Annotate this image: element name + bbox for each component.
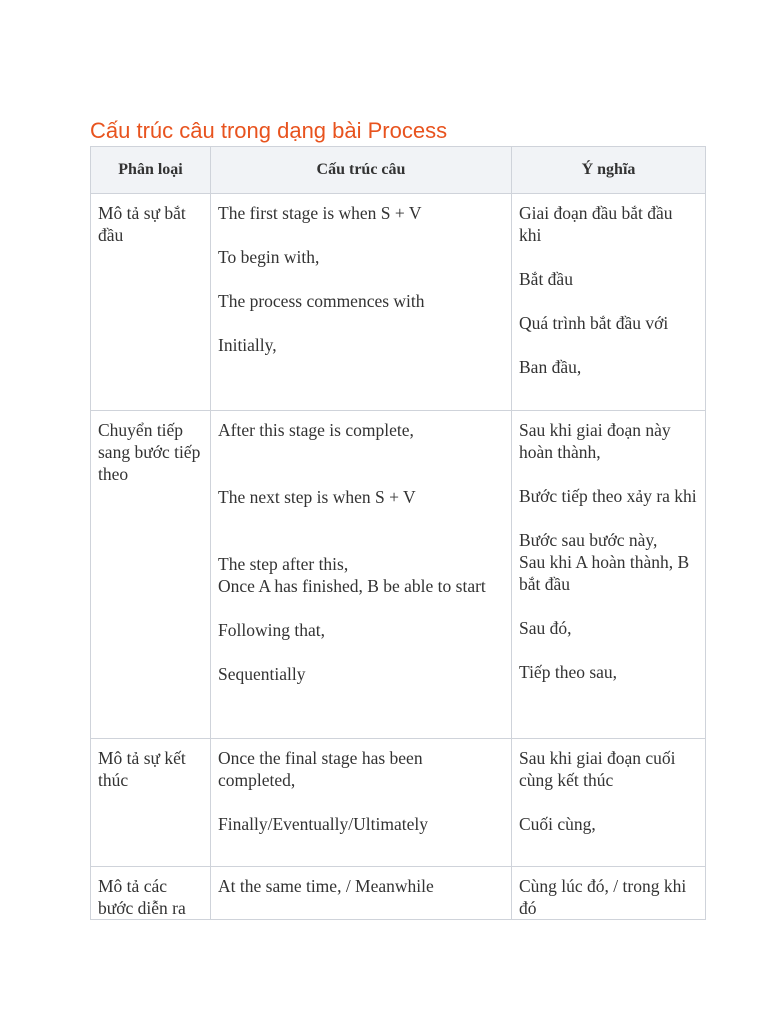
structure-item: Once A has finished, B be able to start xyxy=(218,576,486,596)
structure-item: At the same time, / Meanwhile xyxy=(218,876,434,896)
meaning-cell xyxy=(512,194,706,411)
meaning-item: Sau khi A hoàn thành, B bắt đầu xyxy=(519,552,690,594)
meaning-item: Bước tiếp theo xảy ra khi xyxy=(519,486,697,506)
header-meaning: Ý nghĩa xyxy=(512,147,706,194)
meaning-item: Sau khi giai đoạn này hoàn thành, xyxy=(519,420,671,462)
header-structure: Cấu trúc câu xyxy=(211,147,512,194)
meaning-item: Quá trình bắt đầu với xyxy=(519,313,669,333)
structure-cell xyxy=(211,867,512,920)
table-row-end xyxy=(91,739,706,867)
meaning-item: Cuối cùng, xyxy=(519,814,596,834)
structure-cell xyxy=(211,194,512,411)
category-cell: Mô tả sự bắt đầu xyxy=(91,194,211,411)
meaning-cell xyxy=(512,739,706,867)
structure-item: The first stage is when S + V xyxy=(218,203,422,223)
structure-item: Once the final stage has been completed, xyxy=(218,748,423,790)
table-row-concurrent xyxy=(91,867,706,920)
category-cell: Mô tả các bước diễn ra xyxy=(91,867,211,920)
structure-cell xyxy=(211,411,512,739)
meaning-item: Ban đầu, xyxy=(519,357,582,377)
process-structure-table xyxy=(90,146,706,920)
page-title: Cấu trúc câu trong dạng bài Process xyxy=(90,118,448,143)
table-row-start xyxy=(91,194,706,411)
meaning-item: Sau khi giai đoạn cuối cùng kết thúc xyxy=(519,748,676,790)
meaning-item: Bước sau bước này, xyxy=(519,530,658,550)
meaning-item: Cùng lúc đó, / trong khi đó xyxy=(519,876,687,918)
meaning-item: Sau đó, xyxy=(519,618,572,638)
structure-item: Following that, xyxy=(218,620,325,640)
structure-item: The step after this, xyxy=(218,554,349,574)
structure-item: To begin with, xyxy=(218,247,320,267)
category-cell: Mô tả sự kết thúc xyxy=(91,739,211,867)
structure-cell xyxy=(211,739,512,867)
meaning-cell xyxy=(512,411,706,739)
structure-item: Initially, xyxy=(218,335,277,355)
header-category: Phân loại xyxy=(91,147,211,194)
structure-item: The next step is when S + V xyxy=(218,487,416,507)
category-cell: Chuyển tiếp sang bước tiếp theo xyxy=(91,411,211,739)
structure-item: After this stage is complete, xyxy=(218,420,414,440)
structure-item: The process commences with xyxy=(218,291,425,311)
table-row-transition xyxy=(91,411,706,739)
meaning-item: Tiếp theo sau, xyxy=(519,662,618,682)
structure-item: Sequentially xyxy=(218,664,306,684)
table-header-row xyxy=(91,147,706,194)
meaning-cell xyxy=(512,867,706,920)
meaning-item: Giai đoạn đầu bắt đầu khi xyxy=(519,203,673,245)
meaning-item: Bắt đầu xyxy=(519,269,573,289)
structure-item: Finally/Eventually/Ultimately xyxy=(218,814,428,834)
